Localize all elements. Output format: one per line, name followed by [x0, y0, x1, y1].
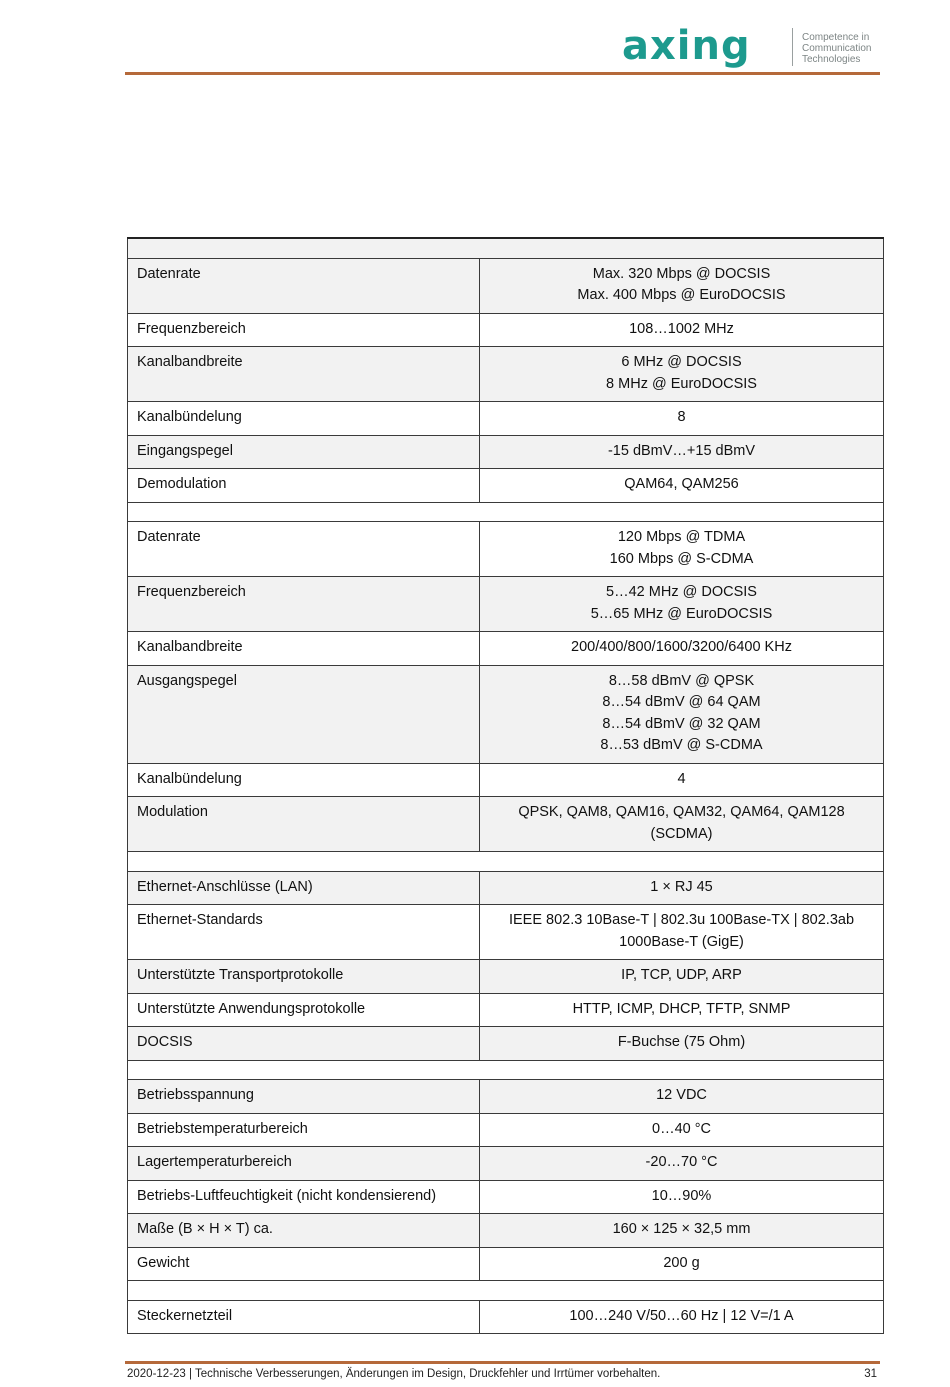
spec-value-line: 8: [677, 409, 686, 425]
spec-value: [480, 1080, 884, 1114]
spec-row: [128, 632, 884, 666]
spec-value: [480, 258, 884, 313]
spec-row: [128, 313, 884, 347]
spec-label: Kanalbandbreite: [128, 632, 480, 666]
spec-value-line: IEEE 802.3 10Base-T | 802.3u 100Base-TX | 802.3ab: [508, 912, 855, 928]
spec-value: [480, 1147, 884, 1181]
spec-row: [128, 1180, 884, 1214]
spec-value: [480, 313, 884, 347]
spec-value-line: Max. 400 Mbps @ EuroDOCSIS: [577, 287, 786, 303]
footer-text: 2020-12-23 | Technische Verbesserungen, Änderungen im Design, Druckfehler und Irrtümer vorbehalten.: [127, 1368, 661, 1380]
spec-value-line: 6 MHz @ DOCSIS: [621, 354, 742, 370]
spec-table: [127, 237, 884, 1334]
spec-value-line: 0…40 °C: [652, 1120, 711, 1137]
spec-label: Betriebstemperaturbereich: [128, 1113, 480, 1147]
spec-value-line: -20…70 °C: [645, 1154, 718, 1170]
spec-row: [128, 522, 884, 577]
section-heading: [128, 502, 884, 522]
spec-row: [128, 905, 884, 960]
spec-value-line: 200/400/800/1600/3200/6400 KHz: [571, 639, 792, 655]
spec-value: [480, 347, 884, 402]
spec-value-line: 8…58 dBmV @ QPSK: [608, 672, 755, 689]
spec-label: Ethernet-Anschlüsse (LAN): [128, 871, 480, 905]
tagline-line: Competence in: [802, 32, 870, 43]
spec-value-line: 8 MHz @ EuroDOCSIS: [606, 375, 757, 392]
spec-row: [128, 1113, 884, 1147]
spec-row: [128, 435, 884, 469]
spec-row: [128, 469, 884, 503]
spec-value-line: 160 Mbps @ S-CDMA: [609, 550, 754, 567]
spec-value: [480, 632, 884, 666]
spec-label: Unterstützte Transportprotokolle: [128, 960, 480, 994]
spec-value: [480, 435, 884, 469]
spec-value: [480, 577, 884, 632]
spec-value: [480, 1027, 884, 1061]
tagline-line: Technologies: [802, 54, 861, 65]
spec-row: [128, 665, 884, 763]
spec-row: [128, 871, 884, 905]
spec-row: [128, 258, 884, 313]
spec-value-line: 108…1002 MHz: [629, 320, 734, 337]
page-number: 31: [864, 1368, 877, 1380]
spec-label: Gewicht: [128, 1247, 480, 1281]
spec-value-line: 12 VDC: [656, 1087, 707, 1103]
section-heading-row: [128, 238, 884, 258]
spec-value-line: 100…240 V/50…60 Hz | 12 V=/1 A: [569, 1307, 794, 1324]
spec-value: [480, 522, 884, 577]
spec-value-line: -15 dBmV…+15 dBmV: [607, 442, 756, 459]
spec-value-line: 1000Base-T (GigE): [619, 933, 744, 950]
spec-row: [128, 347, 884, 402]
spec-label: Betriebsspannung: [128, 1080, 480, 1114]
spec-value-line: 160 × 125 × 32,5 mm: [612, 1221, 751, 1237]
spec-value: [480, 665, 884, 763]
spec-value: [480, 960, 884, 994]
spec-label: Ethernet-Standards: [128, 905, 480, 960]
spec-value-line: 8…54 dBmV @ 64 QAM: [602, 694, 761, 710]
spec-row: [128, 960, 884, 994]
spec-value: [480, 402, 884, 436]
spec-label: Lagertemperaturbereich: [128, 1147, 480, 1181]
spec-label: Frequenzbereich: [128, 577, 480, 632]
spec-value-line: 10…90%: [651, 1187, 712, 1204]
spec-value-line: 120 Mbps @ TDMA: [617, 529, 746, 545]
spec-label: Maße (B × H × T) ca.: [128, 1214, 480, 1248]
spec-row: [128, 1214, 884, 1248]
spec-value: [480, 905, 884, 960]
logo-tagline: [802, 32, 871, 65]
spec-value: [480, 1247, 884, 1281]
spec-row: [128, 797, 884, 852]
spec-label: Frequenzbereich: [128, 313, 480, 347]
spec-row: [128, 993, 884, 1027]
section-heading-row: [128, 502, 884, 522]
spec-row: [128, 402, 884, 436]
spec-value-line: 200 g: [663, 1254, 700, 1271]
section-heading-row: [128, 852, 884, 872]
spec-value-line: 8…54 dBmV @ 32 QAM: [602, 715, 761, 732]
logo-wordmark: axing: [622, 23, 751, 69]
header-rule: [125, 72, 880, 75]
spec-value-line: IP, TCP, UDP, ARP: [621, 967, 742, 983]
spec-label: Kanalbündelung: [128, 402, 480, 436]
spec-value-line: 5…42 MHz @ DOCSIS: [606, 584, 757, 600]
section-heading-row: [128, 1281, 884, 1301]
brand-logo: [622, 23, 880, 70]
spec-value-line: 5…65 MHz @ EuroDOCSIS: [590, 605, 773, 622]
spec-label: Ausgangspegel: [128, 665, 480, 763]
section-heading: [128, 238, 884, 258]
spec-row: [128, 1300, 884, 1334]
spec-label: Kanalbandbreite: [128, 347, 480, 402]
spec-value-line: HTTP, ICMP, DHCP, TFTP, SNMP: [572, 1000, 791, 1017]
spec-label: Steckernetzteil: [128, 1300, 480, 1334]
spec-value: [480, 993, 884, 1027]
spec-value: [480, 469, 884, 503]
spec-value: [480, 763, 884, 797]
section-heading-row: [128, 1060, 884, 1080]
spec-label: Datenrate: [128, 522, 480, 577]
footer-rule: [125, 1361, 880, 1364]
spec-label: DOCSIS: [128, 1027, 480, 1061]
spec-value-line: 4: [677, 770, 686, 787]
spec-value: [480, 1180, 884, 1214]
spec-row: [128, 577, 884, 632]
spec-row: [128, 763, 884, 797]
spec-label: Datenrate: [128, 258, 480, 313]
tagline-line: Communication: [802, 43, 872, 54]
spec-value: [480, 1214, 884, 1248]
spec-value-line: 8…53 dBmV @ S-CDMA: [600, 737, 763, 753]
spec-label: Demodulation: [128, 469, 480, 503]
spec-value: [480, 871, 884, 905]
spec-value: [480, 1300, 884, 1334]
section-heading: [128, 852, 884, 872]
logo-divider: [792, 28, 793, 66]
spec-value: [480, 797, 884, 852]
spec-row: [128, 1247, 884, 1281]
spec-label: Unterstützte Anwendungsprotokolle: [128, 993, 480, 1027]
spec-value-line: (SCDMA): [650, 825, 713, 842]
spec-row: [128, 1080, 884, 1114]
spec-table-body: [128, 238, 884, 1334]
spec-value-line: F-Buchse (75 Ohm): [617, 1034, 746, 1050]
spec-label: Betriebs-Luftfeuchtigkeit (nicht kondensierend): [128, 1180, 480, 1214]
spec-label: Eingangspegel: [128, 435, 480, 469]
spec-value-line: 1 × RJ 45: [650, 878, 713, 895]
spec-value-line: Max. 320 Mbps @ DOCSIS: [592, 265, 771, 282]
spec-value: [480, 1113, 884, 1147]
spec-label: Kanalbündelung: [128, 763, 480, 797]
spec-row: [128, 1027, 884, 1061]
spec-label: Modulation: [128, 797, 480, 852]
spec-value-line: QPSK, QAM8, QAM16, QAM32, QAM64, QAM128: [518, 804, 845, 820]
spec-value-line: QAM64, QAM256: [624, 476, 739, 492]
spec-row: [128, 1147, 884, 1181]
section-heading: [128, 1060, 884, 1080]
section-heading: [128, 1281, 884, 1301]
